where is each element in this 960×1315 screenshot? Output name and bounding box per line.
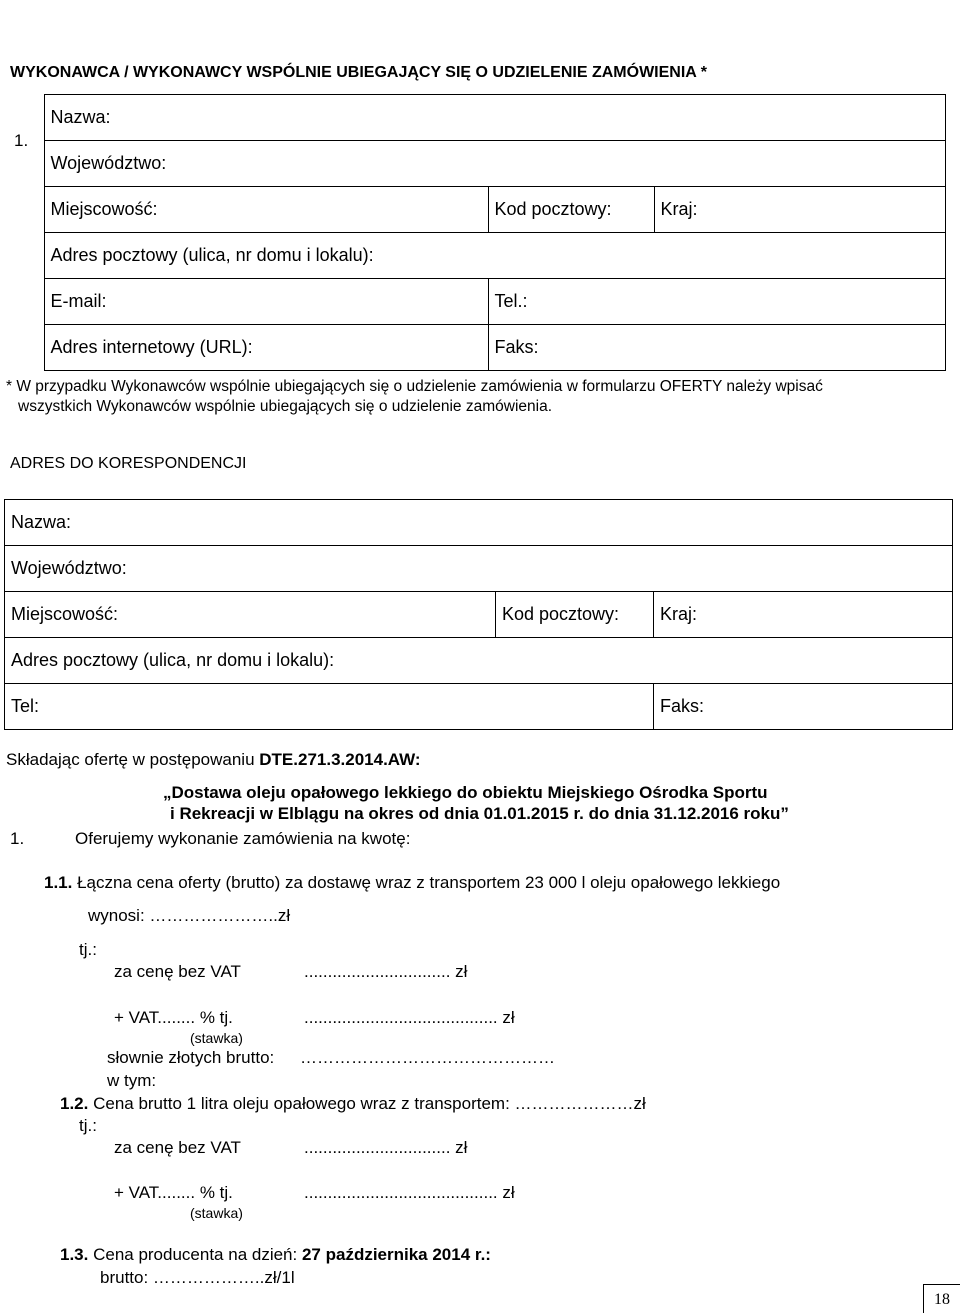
correspondence-title: ADRES DO KORESPONDENCJI xyxy=(10,455,247,472)
subject-line2: i Rekreacji w Elblągu na okres od dnia 01.01.2015 r. do dnia 31.12.2016 roku” xyxy=(170,804,789,823)
point13-date: 27 października 2014 r.: xyxy=(301,1245,491,1264)
correspondence-city-field[interactable]: Miejscowość: xyxy=(5,592,496,638)
point12-number: 1.2. xyxy=(60,1094,89,1113)
correspondence-postal-address-field[interactable]: Adres pocztowy (ulica, nr domu i lokalu): xyxy=(5,638,953,684)
point1-number: 1. xyxy=(10,829,25,848)
contractor-voivodeship-field[interactable]: Województwo: xyxy=(44,141,945,187)
rate-label-1: (stawka) xyxy=(190,1030,243,1046)
rate-label-2: (stawka) xyxy=(190,1205,243,1221)
correspondence-name-field[interactable]: Nazwa: xyxy=(5,500,953,546)
contractor-website-field[interactable]: Adres internetowy (URL): xyxy=(44,325,488,371)
footnote-line2: wszystkich Wykonawców wspólnie ubiegających się o udzielenie zamówienia. xyxy=(18,398,553,415)
contractor-fax-field[interactable]: Faks: xyxy=(488,325,945,371)
subject-line1: „Dostawa oleju opałowego lekkiego do obiektu Miejskiego Ośrodka Sportu xyxy=(163,783,768,802)
point13-line xyxy=(60,1245,491,1265)
contractor-table xyxy=(4,94,946,371)
contractor-postal-code-field[interactable]: Kod pocztowy: xyxy=(488,187,654,233)
point11-line xyxy=(44,873,780,893)
contractor-phone-field[interactable]: Tel.: xyxy=(488,279,945,325)
correspondence-voivodeship-field[interactable]: Województwo: xyxy=(5,546,953,592)
point13-number: 1.3. xyxy=(60,1245,89,1264)
words-field[interactable]: ……………………………………… xyxy=(300,1048,555,1067)
point11-number: 1.1. xyxy=(44,873,73,892)
point1-text: Oferujemy wykonanie zamówienia na kwotę: xyxy=(75,829,411,848)
net-price-label-1: za cenę bez VAT xyxy=(114,962,241,981)
contractor-email-field[interactable]: E-mail: xyxy=(44,279,488,325)
point12-line xyxy=(60,1094,646,1114)
section-header: WYKONAWCA / WYKONAWCY WSPÓLNIE UBIEGAJĄCY SIĘ O UDZIELENIE ZAMÓWIENIA * xyxy=(10,64,707,81)
correspondence-phone-field[interactable]: Tel: xyxy=(5,684,654,730)
contractor-city-field[interactable]: Miejscowość: xyxy=(44,187,488,233)
gross-per-liter-field[interactable]: brutto: ………………..zł/1l xyxy=(100,1268,295,1287)
offer-intro-line xyxy=(6,750,421,770)
offer-reference: DTE.271.3.2014.AW: xyxy=(259,750,421,769)
point11-text: Łączna cena oferty (brutto) za dostawę wraz z transportem 23 000 l oleju opałowego lekkiego xyxy=(72,873,781,892)
footnote-line1: * W przypadku Wykonawców wspólnie ubiegających się o udzielenie zamówienia w formularzu OFERTY należy wpisać xyxy=(6,378,823,395)
vat-amount-field-1[interactable]: ......................................... zł xyxy=(304,1008,515,1027)
correspondence-country-field[interactable]: Kraj: xyxy=(654,592,953,638)
offer-intro: Składając ofertę w postępowaniu xyxy=(6,750,260,769)
point11-amount-field[interactable]: wynosi: …………………..zł xyxy=(88,906,291,925)
point13-text: Cena producenta na dzień: xyxy=(88,1245,302,1264)
vat-amount-field-2[interactable]: ......................................... zł xyxy=(304,1183,515,1202)
net-price-field-1[interactable]: ............................... zł xyxy=(304,962,468,981)
words-label: słownie złotych brutto: xyxy=(107,1048,275,1067)
vat-field-1[interactable]: + VAT........ % tj. xyxy=(114,1008,233,1027)
including-label: w tym: xyxy=(107,1071,157,1090)
contractor-name-field[interactable]: Nazwa: xyxy=(44,95,945,141)
contractor-country-field[interactable]: Kraj: xyxy=(654,187,945,233)
net-price-field-2[interactable]: ............................... zł xyxy=(304,1138,468,1157)
tj-label-2: tj.: xyxy=(79,1116,97,1135)
contractor-number: 1. xyxy=(14,130,29,150)
vat-field-2[interactable]: + VAT........ % tj. xyxy=(114,1183,233,1202)
correspondence-table xyxy=(4,499,953,730)
correspondence-fax-field[interactable]: Faks: xyxy=(654,684,953,730)
correspondence-postal-code-field[interactable]: Kod pocztowy: xyxy=(496,592,654,638)
contractor-postal-address-field[interactable]: Adres pocztowy (ulica, nr domu i lokalu): xyxy=(44,233,945,279)
point12-text: Cena brutto 1 litra oleju opałowego wraz z transportem: …………………zł xyxy=(88,1094,646,1113)
net-price-label-2: za cenę bez VAT xyxy=(114,1138,241,1157)
page-number: 18 xyxy=(923,1284,960,1313)
tj-label-1: tj.: xyxy=(79,940,97,959)
